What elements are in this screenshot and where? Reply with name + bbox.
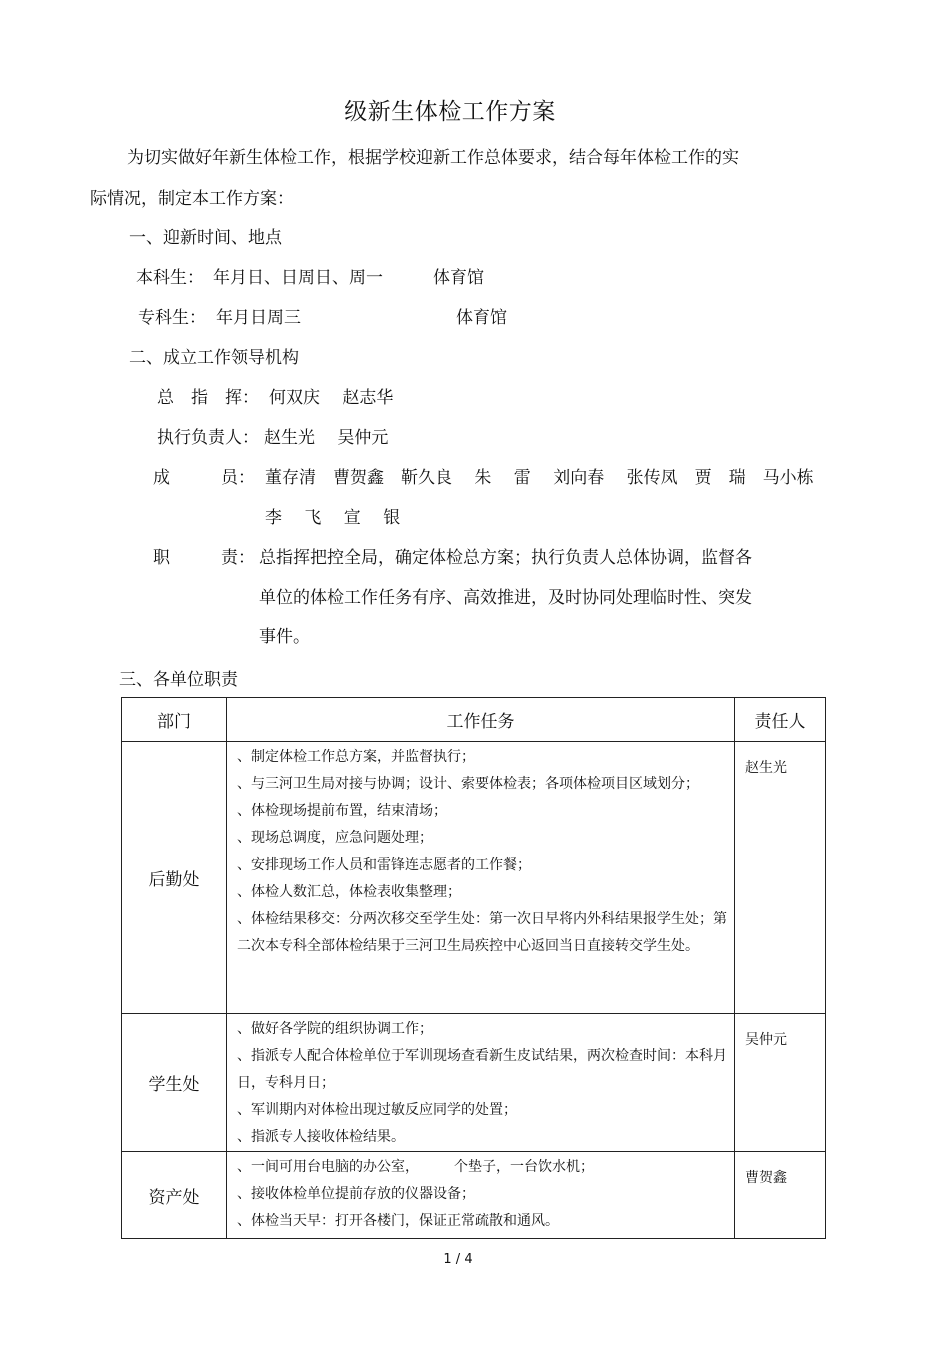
members-label: 成 员：: [153, 468, 255, 488]
task-item: 、与三河卫生局对接与协调；设计、索要体检表；各项体检项目区域划分；: [237, 776, 699, 792]
task-item: 、制定体检工作总方案，并监督执行；: [237, 749, 475, 765]
column-header-owner: 责任人: [735, 698, 826, 742]
owner-cell: 赵生光: [735, 742, 826, 1014]
tasks-cell: [227, 1014, 735, 1152]
task-item: 、体检人数汇总，体检表收集整理；: [237, 884, 461, 900]
section1-heading: 一、迎新时间、地点: [129, 228, 282, 248]
task-item: 、现场总调度，应急问题处理；: [237, 830, 433, 846]
task-item: 、指派专人配合体检单位于军训现场查看新生皮试结果，两次检查时间：本科月日，专科月日；: [237, 1048, 727, 1091]
exec-names: 赵生光 吴仲元: [264, 428, 389, 448]
task-item: 、军训期内对体检出现过敏反应同学的处置；: [237, 1102, 517, 1118]
tasks-cell: [227, 1152, 735, 1239]
task-item: 、体检结果移交：分两次移交至学生处：第一次日早将内外科结果报学生处；第二次本专科全部体检结果于三河卫生局疾控中心返回当日直接转交学生处。: [237, 911, 727, 954]
column-header-tasks: 工作任务: [227, 698, 735, 742]
members-line-1: 董存清 曹贺鑫 靳久良 朱 雷 刘向春 张传凤 贾 瑞 马小栋: [265, 468, 814, 488]
junior-label: 专科生：: [138, 308, 206, 328]
commander-label: 总 指 挥：: [157, 388, 259, 408]
duty-label: 职 责：: [153, 548, 255, 568]
junior-time: 年月日周三: [216, 308, 301, 328]
duty-line-1: 总指挥把控全局，确定体检总方案；执行负责人总体协调，监督各: [259, 548, 752, 568]
task-item: 、做好各学院的组织协调工作；: [237, 1021, 433, 1037]
task-item: 、安排现场工作人员和雷锋连志愿者的工作餐；: [237, 857, 531, 873]
column-header-dept: 部门: [122, 698, 227, 742]
dept-cell: 学生处: [122, 1014, 227, 1152]
intro-line-2: 际情况，制定本工作方案：: [90, 189, 294, 209]
responsibility-table: [121, 697, 826, 1239]
table-header-row: [122, 698, 826, 742]
section3-heading: 三、各单位职责: [119, 670, 238, 690]
tasks-cell: [227, 742, 735, 1014]
commander-names: 何双庆 赵志华: [269, 388, 394, 408]
undergrad-time: 年月日、日周日、周一: [213, 268, 383, 288]
table-row: [122, 1014, 826, 1152]
owner-cell: 曹贺鑫: [735, 1152, 826, 1239]
intro-line-1: 为切实做好年新生体检工作，根据学校迎新工作总体要求，结合每年体检工作的实: [127, 148, 739, 168]
duty-line-2: 单位的体检工作任务有序、高效推进，及时协同处理临时性、突发: [259, 588, 752, 608]
document-title: 级新生体检工作方案: [344, 99, 556, 125]
table-row: [122, 742, 826, 1014]
section2-heading: 二、成立工作领导机构: [129, 348, 299, 368]
junior-place: 体育馆: [456, 308, 507, 328]
undergrad-place: 体育馆: [433, 268, 484, 288]
task-item: 、接收体检单位提前存放的仪器设备；: [237, 1186, 475, 1202]
dept-cell: 后勤处: [122, 742, 227, 1014]
page-number: 1 / 4: [443, 1252, 473, 1267]
task-item: 、体检当天早：打开各楼门，保证正常疏散和通风。: [237, 1213, 559, 1229]
exec-label: 执行负责人：: [157, 428, 259, 448]
table-row: [122, 1152, 826, 1239]
task-item: 、一间可用台电脑的办公室， 个垫子，一台饮水机；: [237, 1159, 594, 1175]
task-item: 、指派专人接收体检结果。: [237, 1129, 405, 1145]
dept-cell: 资产处: [122, 1152, 227, 1239]
duty-line-3: 事件。: [259, 627, 310, 647]
task-item: 、体检现场提前布置，结束清场；: [237, 803, 447, 819]
members-line-2: 李 飞 宣 银: [265, 508, 401, 528]
owner-cell: 吴仲元: [735, 1014, 826, 1152]
undergrad-label: 本科生：: [136, 268, 204, 288]
